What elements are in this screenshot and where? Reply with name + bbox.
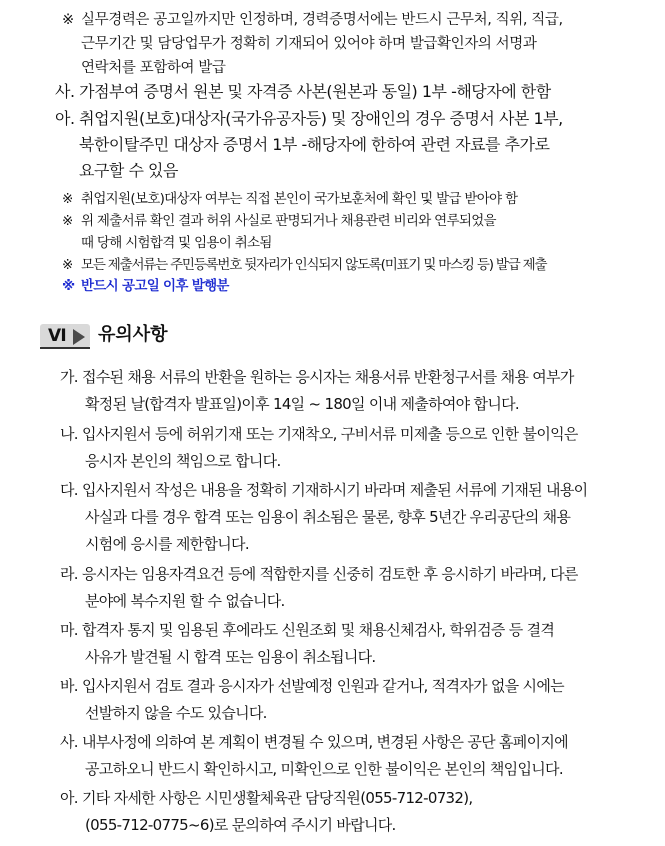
note-false-docs-line-1: ※ 위 제출서류 확인 결과 허위 사실로 판명되거나 채용관련 비리와 연루되었을: [62, 213, 496, 229]
item-da-line-2: 사실과 다를 경우 합격 또는 임용이 취소됨은 물론, 향후 5년간 우리공단의 채용: [85, 508, 571, 526]
item-ba-line-2: 선발하지 않을 수도 있습니다.: [85, 704, 267, 722]
item-marker: 아.: [55, 109, 75, 128]
note-false-docs-line-2: 때 당해 시험합격 및 임용이 취소됨: [81, 235, 272, 251]
note-veteran-check: ※ 취업지원(보호)대상자 여부는 직접 본인이 국가보훈처에 확인 및 발급 받아야 함: [62, 191, 518, 207]
note-id-masking: ※ 모든 제출서류는 주민등록번호 뒷자리가 인식되지 않도록(미표기 및 마스킹 등) 발급 제출: [62, 257, 547, 273]
item-marker: 나.: [60, 425, 78, 443]
item-a-line-2: 북한이탈주민 대상자 증명서 1부 -해당자에 한하여 관련 자료를 추가로: [79, 135, 550, 154]
note-symbol: ※: [62, 257, 73, 273]
item-da-line-1: 다. 입사지원서 작성은 내용을 정확히 기재하시기 바라며 제출된 서류에 기재된 내용이: [60, 481, 588, 499]
section-title: 유의사항: [98, 324, 168, 345]
note-career-line-2: 근무기간 및 담당업무가 정확히 기재되어 있어야 하며 발급확인자의 서명과: [81, 36, 537, 52]
item-sa-bonus-docs: 사. 가점부여 증명서 원본 및 자격증 사본(원본과 동일) 1부 -해당자에 한함: [55, 82, 551, 101]
item-marker: 가.: [60, 368, 78, 386]
note-symbol: ※: [62, 12, 74, 28]
item-marker: 사.: [55, 82, 75, 101]
note-career-line-3: 연락처를 포함하여 발급: [81, 60, 226, 76]
section-underline: [40, 347, 90, 349]
item-ba-line-1: 바. 입사지원서 검토 결과 응시자가 선발예정 인원과 같거나, 적격자가 없을 시에는: [60, 677, 564, 695]
item-a-line-1: 아. 취업지원(보호)대상자(국가유공자등) 및 장애인의 경우 증명서 사본 1부,: [55, 109, 563, 128]
item-ra-line-2: 분야에 복수지원 할 수 없습니다.: [85, 592, 285, 610]
item-marker: 아.: [60, 789, 78, 807]
item-ma-line-2: 사유가 발견될 시 합격 또는 임용이 취소됩니다.: [85, 648, 376, 666]
note-symbol: ※: [62, 213, 73, 229]
item-ra-line-1: 라. 응시자는 임용자격요건 등에 적합한지를 신중히 검토한 후 응시하기 바라며, 다른: [60, 565, 578, 583]
item-marker: 사.: [60, 733, 78, 751]
section-number: Ⅵ: [48, 326, 66, 346]
item-a-contact-line-2: (055-712-0775~6)로 문의하여 주시기 바랍니다.: [85, 816, 396, 834]
item-na-line-2: 응시자 본인의 책임으로 합니다.: [85, 452, 281, 470]
note-symbol: ※: [62, 191, 73, 207]
note-career-line-1: ※ 실무경력은 공고일까지만 인정하며, 경력증명서에는 반드시 근무처, 직위, 직급,: [62, 12, 563, 28]
section-arrow-icon: [73, 329, 85, 345]
item-na-line-1: 나. 입사지원서 등에 허위기재 또는 기재착오, 구비서류 미제출 등으로 인한 불이익은: [60, 425, 578, 443]
item-marker: 다.: [60, 481, 78, 499]
item-marker: 바.: [60, 677, 78, 695]
item-sa-line-1: 사. 내부사정에 의하여 본 계획이 변경될 수 있으며, 변경된 사항은 공단 홈페이지에: [60, 733, 568, 751]
item-ga-line-2: 확정된 날(합격자 발표일)이후 14일 ~ 180일 이내 제출하여야 합니다.: [85, 395, 519, 413]
item-da-line-3: 시험에 응시를 제한합니다.: [85, 535, 249, 553]
item-a-contact-line-1: 아. 기타 자세한 사항은 시민생활체육관 담당직원(055-712-0732),: [60, 789, 473, 807]
emphasis-issue-date: ※ 반드시 공고일 이후 발행분: [62, 278, 229, 294]
item-marker: 라.: [60, 565, 78, 583]
item-ga-line-1: 가. 접수된 채용 서류의 반환을 원하는 응시자는 채용서류 반환청구서를 채용 여부가: [60, 368, 574, 386]
item-sa-line-2: 공고하오니 반드시 확인하시고, 미확인으로 인한 불이익은 본인의 책임입니다.: [85, 760, 563, 778]
item-a-line-3: 요구할 수 있음: [79, 161, 178, 180]
note-symbol: ※: [62, 278, 75, 294]
item-marker: 마.: [60, 621, 78, 639]
item-ma-line-1: 마. 합격자 통지 및 임용된 후에라도 신원조회 및 채용신체검사, 학위검증 등 결격: [60, 621, 555, 639]
